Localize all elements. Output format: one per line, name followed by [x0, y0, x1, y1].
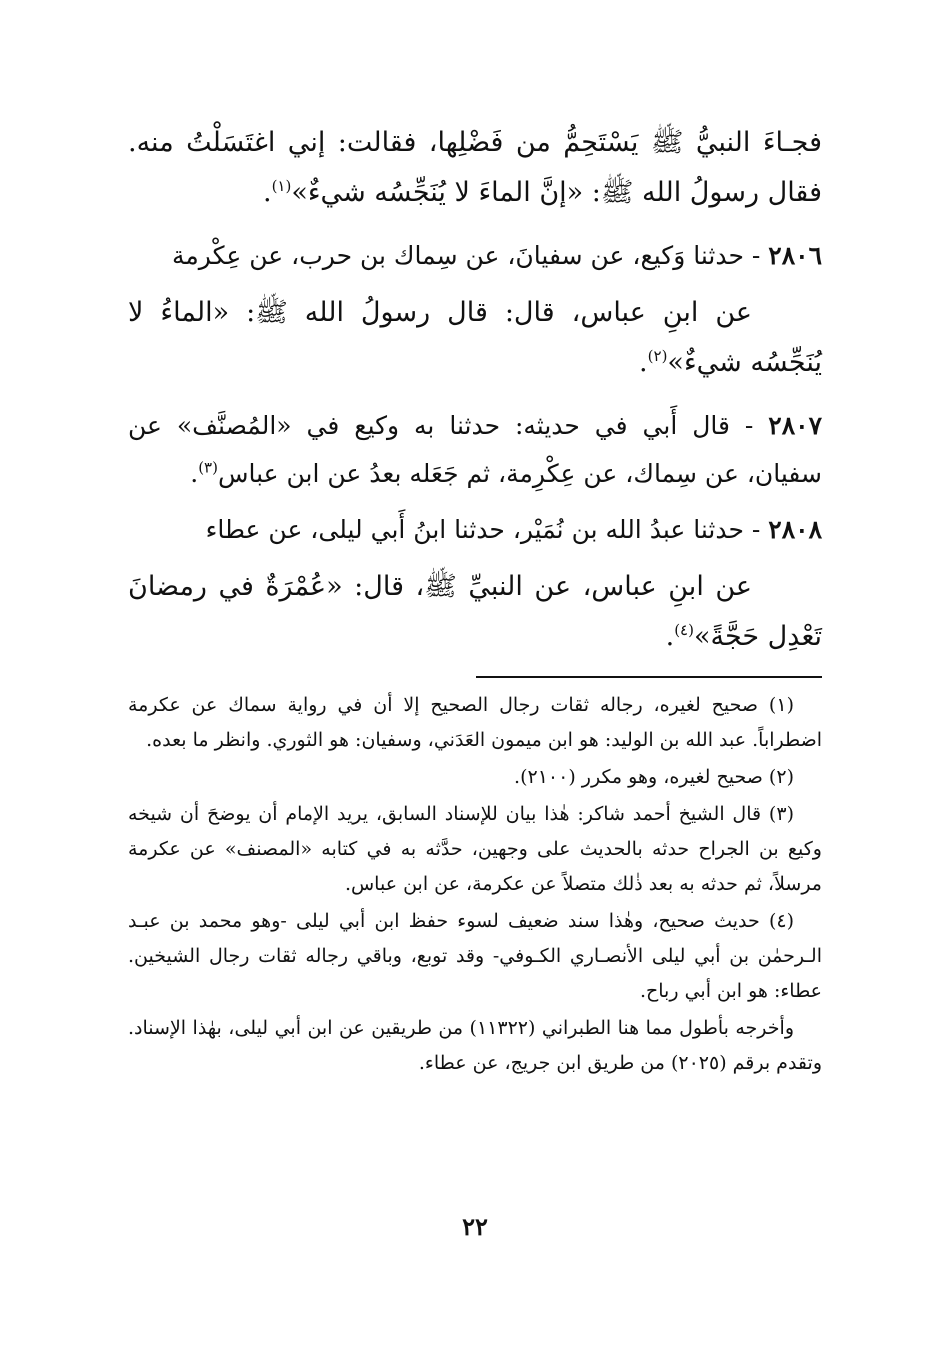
text-2807: - قال أَبي في حديثه: حدثنا به وكيع في «المُصنَّف» عن سفيان، عن سِماك، عن عِكْرِمة، ثم جَعَله بعدُ عن ابن عباس [128, 411, 822, 488]
punct: . [639, 347, 648, 378]
page-number: ٢٢ [462, 1212, 488, 1241]
main-text [128, 118, 822, 662]
text-p1: فجـاءَ النبيُّ ﷺ يَسْتَحِمُّ من فَضْلِها، فقالت: إني اغتَسَلْتُ منه. فقال رسولُ الله ﷺ: «إنَّ الماءَ لا يُنَجِّسُه شيءٌ» [128, 127, 822, 208]
footnote-ref-1: (١) [271, 177, 292, 195]
footnote-ref-4: (٤) [674, 621, 694, 639]
footnotes [128, 688, 822, 1081]
hadith-number-2807: ٢٨٠٧ [768, 411, 822, 440]
punct: . [190, 459, 199, 488]
hadith-number-2806: ٢٨٠٦ [768, 241, 822, 270]
hadith-2808-isnad [128, 506, 822, 554]
matn-text-2806: عن ابنِ عباس، قال: قال رسولُ الله ﷺ: «الماءُ لا يُنَجِّسُه شيءٌ» [128, 297, 822, 378]
hadith-2807 [128, 402, 822, 498]
hadith-2808-matn [128, 562, 822, 662]
footnote-4: (٤) حديث صحيح، وهٰذا سند ضعيف لسوء حفظ ابن أبي ليلى -وهو محمد بن عبـد الـرحمٰن بن أبي ليلى الأنصـاري الكـوفي- وقد توبع، وباقي رجاله ثقات رجال الشيخين. عطاء: هو ابن أبي رباح. [128, 910, 822, 1002]
punct: . [665, 621, 675, 652]
footnote-2: (٢) صحيح لغيره، وهو مكرر (٢١٠٠). [514, 766, 794, 788]
book-page [128, 118, 822, 1083]
matn-text-2808: عن ابنِ عباس، عن النبيِّ ﷺ، قال: «عُمْرَةٌ في رمضانَ تَعْدِل حَجَّةً» [128, 571, 822, 652]
footnote-3: (٣) قال الشيخ أحمد شاكر: هٰذا بيان للإسناد السابق، يريد الإمام أن يوضحَ أن شيخه وكيع بن الجراح حدثه بالحديث على وجهين، حدَّثه به في كتابه «المصنف» عن عكرمة مرسلاً، ثم حدثه به بعد ذٰلك متصلاً عن عكرمة، عن ابن عباس. [128, 803, 822, 895]
isnad-text-2808: - حدثنا عبدُ الله بن نُمَيْر، حدثنا ابنُ أَبي ليلى، عن عطاء [205, 515, 761, 544]
footnote-1: (١) صحيح لغيره، رجاله ثقات رجال الصحيح إلا أن في رواية سماك عن عكرمة اضطراباً. عبد الله بن الوليد: هو ابن ميمون العَدَني، وسفيان: هو الثوري. وانظر ما بعده. [128, 694, 822, 751]
footnote-ref-3: (٣) [198, 458, 218, 477]
punct: . [262, 177, 272, 208]
hadith-2806-matn [128, 288, 822, 388]
hadith-number-2808: ٢٨٠٨ [768, 515, 822, 544]
paragraph-continuation [128, 118, 822, 218]
hadith-2806-isnad [128, 232, 822, 280]
isnad-text-2806: - حدثنا وَكيع، عن سفيانَ، عن سِماك بن حرب، عن عِكْرمة [172, 241, 761, 270]
footnote-ref-2: (٢) [647, 347, 668, 365]
footnote-4-continued: وأخرجه بأطول مما هنا الطبراني (١١٣٢٢) من طريقين عن ابن أبي ليلى، بهٰذا الإسناد. وتقدم برقم (٢٠٢٥) من طريق ابن جريج، عن عطاء. [128, 1017, 822, 1074]
footnote-divider [476, 676, 822, 678]
